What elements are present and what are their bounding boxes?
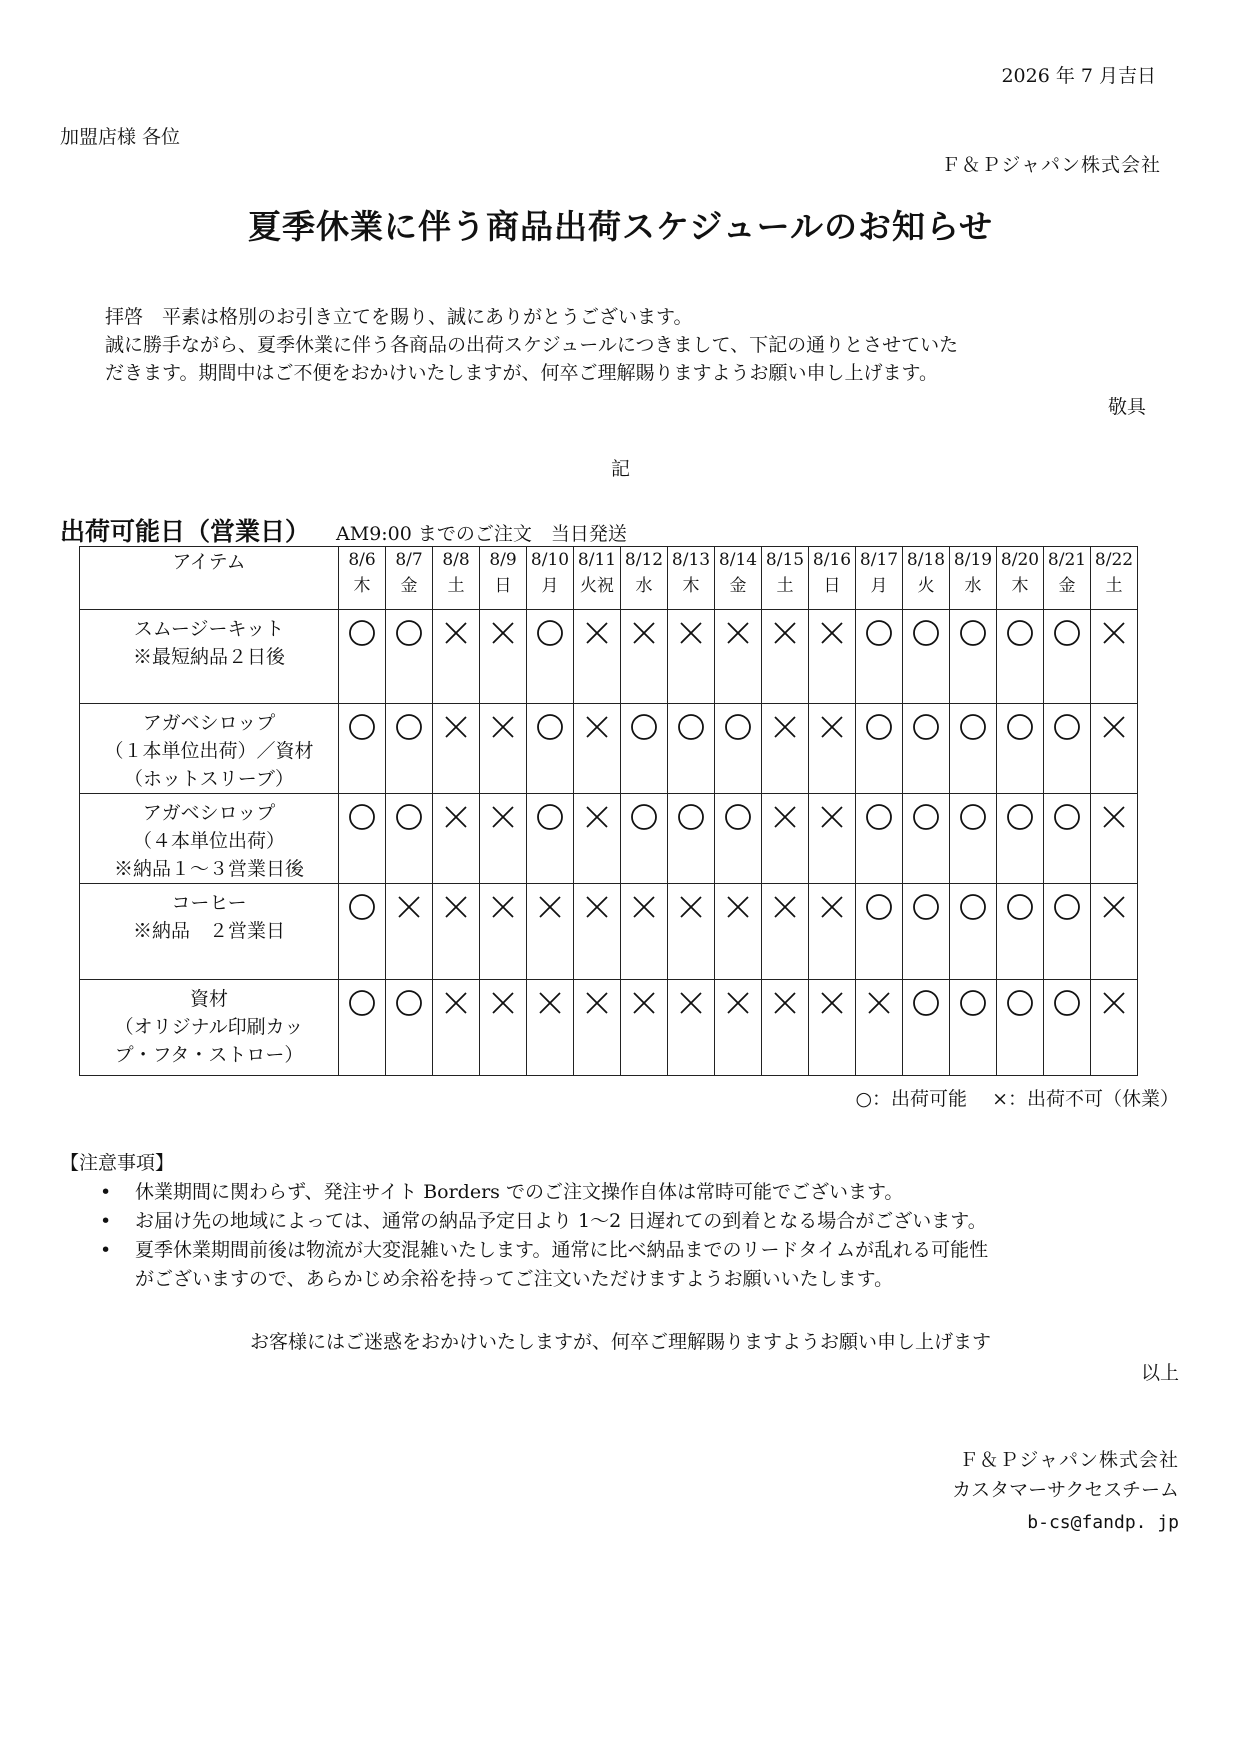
unavailable-mark-cell <box>433 610 480 704</box>
date-column-header <box>762 547 809 610</box>
unavailable-mark-cell <box>809 980 856 1076</box>
cross-icon <box>817 988 847 1018</box>
date-column-header <box>1044 547 1091 610</box>
unavailable-mark-cell <box>621 884 668 980</box>
item-name-cell <box>80 980 339 1076</box>
notes-list <box>100 1178 1200 1294</box>
item-name-cell <box>80 794 339 884</box>
cross-icon <box>582 618 612 648</box>
weekday-label: 木 <box>353 576 371 596</box>
circle-icon <box>864 618 894 648</box>
available-mark-cell <box>339 980 386 1076</box>
circle-icon <box>1052 802 1082 832</box>
cross-icon <box>1099 618 1129 648</box>
cross-icon <box>817 802 847 832</box>
bullet-icon: • <box>100 1239 112 1261</box>
table-row <box>80 610 1138 704</box>
weekday-label: 土 <box>447 576 465 596</box>
table-row <box>80 884 1138 980</box>
date-label: 8/20 <box>1000 550 1040 570</box>
available-mark-cell <box>339 794 386 884</box>
available-mark-cell <box>1044 884 1091 980</box>
available-mark-cell <box>715 704 762 794</box>
weekday-label: 金 <box>1058 576 1076 596</box>
unavailable-mark-cell <box>668 980 715 1076</box>
circle-icon <box>958 712 988 742</box>
signature-email: b-cs@fandp. jp <box>1027 1512 1179 1533</box>
table-row <box>80 794 1138 884</box>
note-item <box>100 1178 1200 1207</box>
date-label: 8/19 <box>953 550 993 570</box>
cross-icon <box>1099 892 1129 922</box>
document-date: 2026 年 7 月吉日 <box>1001 65 1156 87</box>
circle-icon <box>394 618 424 648</box>
unavailable-mark-cell <box>762 704 809 794</box>
weekday-label: 日 <box>823 576 841 596</box>
weekday-label: 日 <box>494 576 512 596</box>
ki-marker: 記 <box>610 458 630 480</box>
available-mark-cell <box>527 610 574 704</box>
cross-icon <box>1099 712 1129 742</box>
cross-icon <box>629 618 659 648</box>
weekday-label: 木 <box>682 576 700 596</box>
unavailable-mark-cell <box>1091 704 1138 794</box>
recipient: 加盟店様 各位 <box>60 126 181 148</box>
date-label: 8/16 <box>812 550 852 570</box>
available-mark-cell <box>339 610 386 704</box>
available-mark-cell <box>997 980 1044 1076</box>
unavailable-mark-cell <box>480 980 527 1076</box>
cross-icon <box>1099 802 1129 832</box>
circle-icon <box>1052 988 1082 1018</box>
unavailable-mark-cell <box>715 980 762 1076</box>
unavailable-mark-cell <box>433 884 480 980</box>
item-name-line: コーヒー <box>171 892 247 914</box>
unavailable-mark-cell <box>762 610 809 704</box>
unavailable-mark-cell <box>480 610 527 704</box>
date-label: 8/13 <box>671 550 711 570</box>
available-mark-cell <box>668 704 715 794</box>
item-name-line: アガベシロップ <box>142 712 276 734</box>
date-column-header <box>668 547 715 610</box>
unavailable-mark-cell <box>527 884 574 980</box>
cross-icon <box>535 988 565 1018</box>
date-label: 8/7 <box>395 550 423 570</box>
available-mark-cell <box>621 704 668 794</box>
unavailable-mark-cell <box>527 980 574 1076</box>
available-mark-cell <box>950 704 997 794</box>
circle-icon <box>347 988 377 1018</box>
circle-icon <box>911 802 941 832</box>
unavailable-mark-cell <box>809 794 856 884</box>
date-label: 8/9 <box>489 550 517 570</box>
date-label: 8/17 <box>859 550 899 570</box>
date-column-header <box>574 547 621 610</box>
date-column-header <box>950 547 997 610</box>
cross-icon <box>441 802 471 832</box>
available-mark-cell <box>950 980 997 1076</box>
cross-icon <box>676 892 706 922</box>
unavailable-mark-cell <box>1091 980 1138 1076</box>
available-mark-cell <box>386 794 433 884</box>
available-mark-cell <box>1044 794 1091 884</box>
available-mark-cell <box>621 794 668 884</box>
unavailable-mark-cell <box>433 980 480 1076</box>
available-mark-cell <box>903 980 950 1076</box>
item-name-cell <box>80 884 339 980</box>
available-mark-cell <box>715 794 762 884</box>
circle-icon <box>676 712 706 742</box>
schedule-heading <box>60 512 627 548</box>
available-mark-cell <box>950 884 997 980</box>
circle-icon <box>394 988 424 1018</box>
date-label: 8/8 <box>442 550 470 570</box>
item-name-line: （ホットスリーブ） <box>123 768 295 790</box>
date-column-header <box>1091 547 1138 610</box>
note-item <box>100 1207 1200 1236</box>
available-mark-cell <box>1044 980 1091 1076</box>
weekday-label: 月 <box>870 576 888 596</box>
circle-icon <box>723 802 753 832</box>
available-mark-cell <box>386 704 433 794</box>
unavailable-mark-cell <box>1091 794 1138 884</box>
circle-icon <box>394 802 424 832</box>
cross-icon <box>723 618 753 648</box>
weekday-label: 水 <box>635 576 653 596</box>
table-row <box>80 980 1138 1076</box>
cross-icon <box>629 892 659 922</box>
cross-icon <box>582 712 612 742</box>
weekday-label: 金 <box>400 576 418 596</box>
unavailable-mark-cell <box>715 610 762 704</box>
note-line: 夏季休業期間前後は物流が大変混雑いたします。通常に比べ納品までのリードタイムが乱れる可能性 <box>135 1239 989 1261</box>
circle-icon <box>347 712 377 742</box>
unavailable-mark-cell <box>574 794 621 884</box>
circle-icon <box>1052 618 1082 648</box>
unavailable-mark-cell <box>480 884 527 980</box>
cross-icon <box>441 988 471 1018</box>
circle-icon <box>958 892 988 922</box>
final-message: お客様にはご迷惑をおかけいたしますが、何卒ご理解賜りますようお願い申し上げます <box>249 1331 991 1353</box>
cross-icon <box>629 988 659 1018</box>
circle-icon <box>864 802 894 832</box>
sender-company: Ｆ＆Ｐジャパン株式会社 <box>941 154 1161 176</box>
date-column-header <box>809 547 856 610</box>
unavailable-mark-cell <box>433 794 480 884</box>
unavailable-mark-cell <box>574 704 621 794</box>
signature-team: カスタマーサクセスチーム <box>952 1479 1179 1501</box>
unavailable-mark-cell <box>1091 610 1138 704</box>
date-column-header <box>339 547 386 610</box>
circle-icon <box>347 618 377 648</box>
item-name-line: 資材 <box>189 988 228 1010</box>
cross-icon <box>441 712 471 742</box>
circle-icon <box>911 892 941 922</box>
available-mark-cell <box>997 704 1044 794</box>
bullet-icon: • <box>100 1210 112 1232</box>
cross-icon <box>676 618 706 648</box>
date-label: 8/12 <box>624 550 664 570</box>
note-item <box>100 1236 1200 1294</box>
date-column-header <box>480 547 527 610</box>
weekday-label: 土 <box>1105 576 1123 596</box>
cross-icon <box>488 712 518 742</box>
cross-icon <box>441 618 471 648</box>
letter-body <box>105 303 1145 387</box>
schedule-subtitle: AM9:00 までのご注文 当日発送 <box>336 523 627 545</box>
date-label: 8/15 <box>765 550 805 570</box>
weekday-label: 火祝 <box>580 576 614 596</box>
circle-icon <box>1005 802 1035 832</box>
available-mark-cell <box>1044 704 1091 794</box>
date-label: 8/18 <box>906 550 946 570</box>
cross-icon <box>770 712 800 742</box>
date-column-header <box>527 547 574 610</box>
available-mark-cell <box>856 610 903 704</box>
date-label: 8/10 <box>530 550 570 570</box>
available-mark-cell <box>997 884 1044 980</box>
available-mark-cell <box>339 884 386 980</box>
cross-icon <box>441 892 471 922</box>
unavailable-mark-cell <box>621 980 668 1076</box>
unavailable-mark-cell <box>856 980 903 1076</box>
item-name-line: （オリジナル印刷カッ <box>114 1016 304 1038</box>
date-column-header <box>903 547 950 610</box>
table-header-row <box>80 547 1138 610</box>
item-name-line: （４本単位出荷） <box>132 830 285 852</box>
weekday-label: 土 <box>776 576 794 596</box>
unavailable-mark-cell <box>574 884 621 980</box>
date-column-header <box>715 547 762 610</box>
cross-icon <box>488 892 518 922</box>
unavailable-mark-cell <box>762 980 809 1076</box>
item-name-line: ※納品 ２営業日 <box>132 920 285 942</box>
unavailable-mark-cell <box>809 610 856 704</box>
weekday-label: 金 <box>729 576 747 596</box>
cross-icon <box>770 802 800 832</box>
available-mark-cell <box>997 610 1044 704</box>
circle-icon <box>958 988 988 1018</box>
date-column-header <box>856 547 903 610</box>
circle-icon <box>535 802 565 832</box>
item-column-header: アイテム <box>80 547 339 610</box>
circle-icon <box>864 892 894 922</box>
circle-icon <box>1052 892 1082 922</box>
available-mark-cell <box>856 794 903 884</box>
available-mark-cell <box>339 704 386 794</box>
available-mark-cell <box>997 794 1044 884</box>
available-mark-cell <box>903 610 950 704</box>
weekday-label: 木 <box>1011 576 1029 596</box>
body-line-1: 拝啓 平素は格別のお引き立てを賜り、誠にありがとうございます。 <box>105 306 693 328</box>
unavailable-mark-cell <box>809 704 856 794</box>
available-mark-cell <box>527 704 574 794</box>
unavailable-mark-cell <box>668 610 715 704</box>
body-line-3: だきます。期間中はご不便をおかけいたしますが、何卒ご理解賜りますようお願い申し上げます。 <box>105 362 938 384</box>
circle-icon <box>676 802 706 832</box>
item-name-line: プ・フタ・ストロー） <box>114 1044 304 1066</box>
date-column-header <box>433 547 480 610</box>
unavailable-mark-cell <box>809 884 856 980</box>
circle-icon <box>394 712 424 742</box>
cross-icon <box>864 988 894 1018</box>
unavailable-mark-cell <box>480 794 527 884</box>
cross-icon <box>723 988 753 1018</box>
unavailable-mark-cell <box>762 794 809 884</box>
unavailable-mark-cell <box>715 884 762 980</box>
available-mark-cell <box>950 794 997 884</box>
table-legend: ○：出荷可能 ×：出荷不可（休業） <box>855 1088 1179 1110</box>
date-column-header <box>621 547 668 610</box>
circle-icon <box>629 712 659 742</box>
item-name-line: （１本単位出荷）／資材 <box>104 740 314 762</box>
available-mark-cell <box>668 794 715 884</box>
available-mark-cell <box>1044 610 1091 704</box>
notes-heading: 【注意事項】 <box>60 1152 175 1174</box>
item-name-line: ※最短納品２日後 <box>132 646 285 668</box>
unavailable-mark-cell <box>1091 884 1138 980</box>
circle-icon <box>911 712 941 742</box>
available-mark-cell <box>527 794 574 884</box>
note-line: がございますので、あらかじめ余裕を持ってご注文いただけますようお願いいたします。 <box>135 1268 894 1290</box>
schedule-title: 出荷可能日（営業日） <box>60 517 311 546</box>
available-mark-cell <box>903 884 950 980</box>
cross-icon <box>770 618 800 648</box>
item-name-cell <box>80 704 339 794</box>
closing-keigu: 敬具 <box>1107 396 1146 418</box>
available-mark-cell <box>903 704 950 794</box>
item-name-line: ※納品１～３営業日後 <box>113 858 304 880</box>
date-label: 8/11 <box>577 550 617 570</box>
cross-icon <box>676 988 706 1018</box>
document-title: 夏季休業に伴う商品出荷スケジュールのお知らせ <box>247 207 994 246</box>
date-label: 8/22 <box>1094 550 1134 570</box>
available-mark-cell <box>856 884 903 980</box>
unavailable-mark-cell <box>762 884 809 980</box>
note-line: お届け先の地域によっては、通常の納品予定日より 1～2 日遅れての到着となる場合がございます。 <box>135 1210 987 1232</box>
item-name-cell <box>80 610 339 704</box>
cross-icon <box>817 712 847 742</box>
date-label: 8/14 <box>718 550 758 570</box>
date-label: 8/6 <box>348 550 376 570</box>
note-line: 休業期間に関わらず、発注サイト Borders でのご注文操作自体は常時可能でございます。 <box>135 1181 904 1203</box>
available-mark-cell <box>856 704 903 794</box>
circle-icon <box>1005 988 1035 1018</box>
cross-icon <box>488 988 518 1018</box>
cross-icon <box>770 892 800 922</box>
unavailable-mark-cell <box>668 884 715 980</box>
unavailable-mark-cell <box>574 980 621 1076</box>
circle-icon <box>535 712 565 742</box>
circle-icon <box>1005 892 1035 922</box>
bullet-icon: • <box>100 1181 112 1203</box>
unavailable-mark-cell <box>480 704 527 794</box>
item-name-line: スムージーキット <box>133 618 285 640</box>
body-line-2: 誠に勝手ながら、夏季休業に伴う各商品の出荷スケジュールにつきまして、下記の通りとさせていた <box>105 334 959 356</box>
date-label: 8/21 <box>1047 550 1087 570</box>
weekday-label: 月 <box>541 576 559 596</box>
cross-icon <box>582 892 612 922</box>
circle-icon <box>911 988 941 1018</box>
weekday-label: 火 <box>917 576 935 596</box>
circle-icon <box>1005 712 1035 742</box>
circle-icon <box>1005 618 1035 648</box>
shipping-schedule-table <box>79 546 1138 1076</box>
available-mark-cell <box>903 794 950 884</box>
ijo-marker: 以上 <box>1140 1362 1179 1384</box>
cross-icon <box>1099 988 1129 1018</box>
circle-icon <box>347 892 377 922</box>
weekday-label: 水 <box>964 576 982 596</box>
cross-icon <box>817 618 847 648</box>
signature-company: Ｆ＆Ｐジャパン株式会社 <box>959 1449 1179 1471</box>
unavailable-mark-cell <box>621 610 668 704</box>
cross-icon <box>770 988 800 1018</box>
date-column-header <box>997 547 1044 610</box>
circle-icon <box>1052 712 1082 742</box>
table-row <box>80 704 1138 794</box>
available-mark-cell <box>950 610 997 704</box>
date-column-header <box>386 547 433 610</box>
available-mark-cell <box>386 610 433 704</box>
cross-icon <box>394 892 424 922</box>
circle-icon <box>958 802 988 832</box>
circle-icon <box>911 618 941 648</box>
available-mark-cell <box>386 980 433 1076</box>
circle-icon <box>535 618 565 648</box>
cross-icon <box>817 892 847 922</box>
circle-icon <box>629 802 659 832</box>
circle-icon <box>864 712 894 742</box>
unavailable-mark-cell <box>386 884 433 980</box>
cross-icon <box>488 618 518 648</box>
circle-icon <box>958 618 988 648</box>
item-name-line: アガベシロップ <box>142 802 276 824</box>
cross-icon <box>723 892 753 922</box>
unavailable-mark-cell <box>433 704 480 794</box>
circle-icon <box>347 802 377 832</box>
cross-icon <box>582 802 612 832</box>
cross-icon <box>535 892 565 922</box>
cross-icon <box>582 988 612 1018</box>
cross-icon <box>488 802 518 832</box>
circle-icon <box>723 712 753 742</box>
unavailable-mark-cell <box>574 610 621 704</box>
